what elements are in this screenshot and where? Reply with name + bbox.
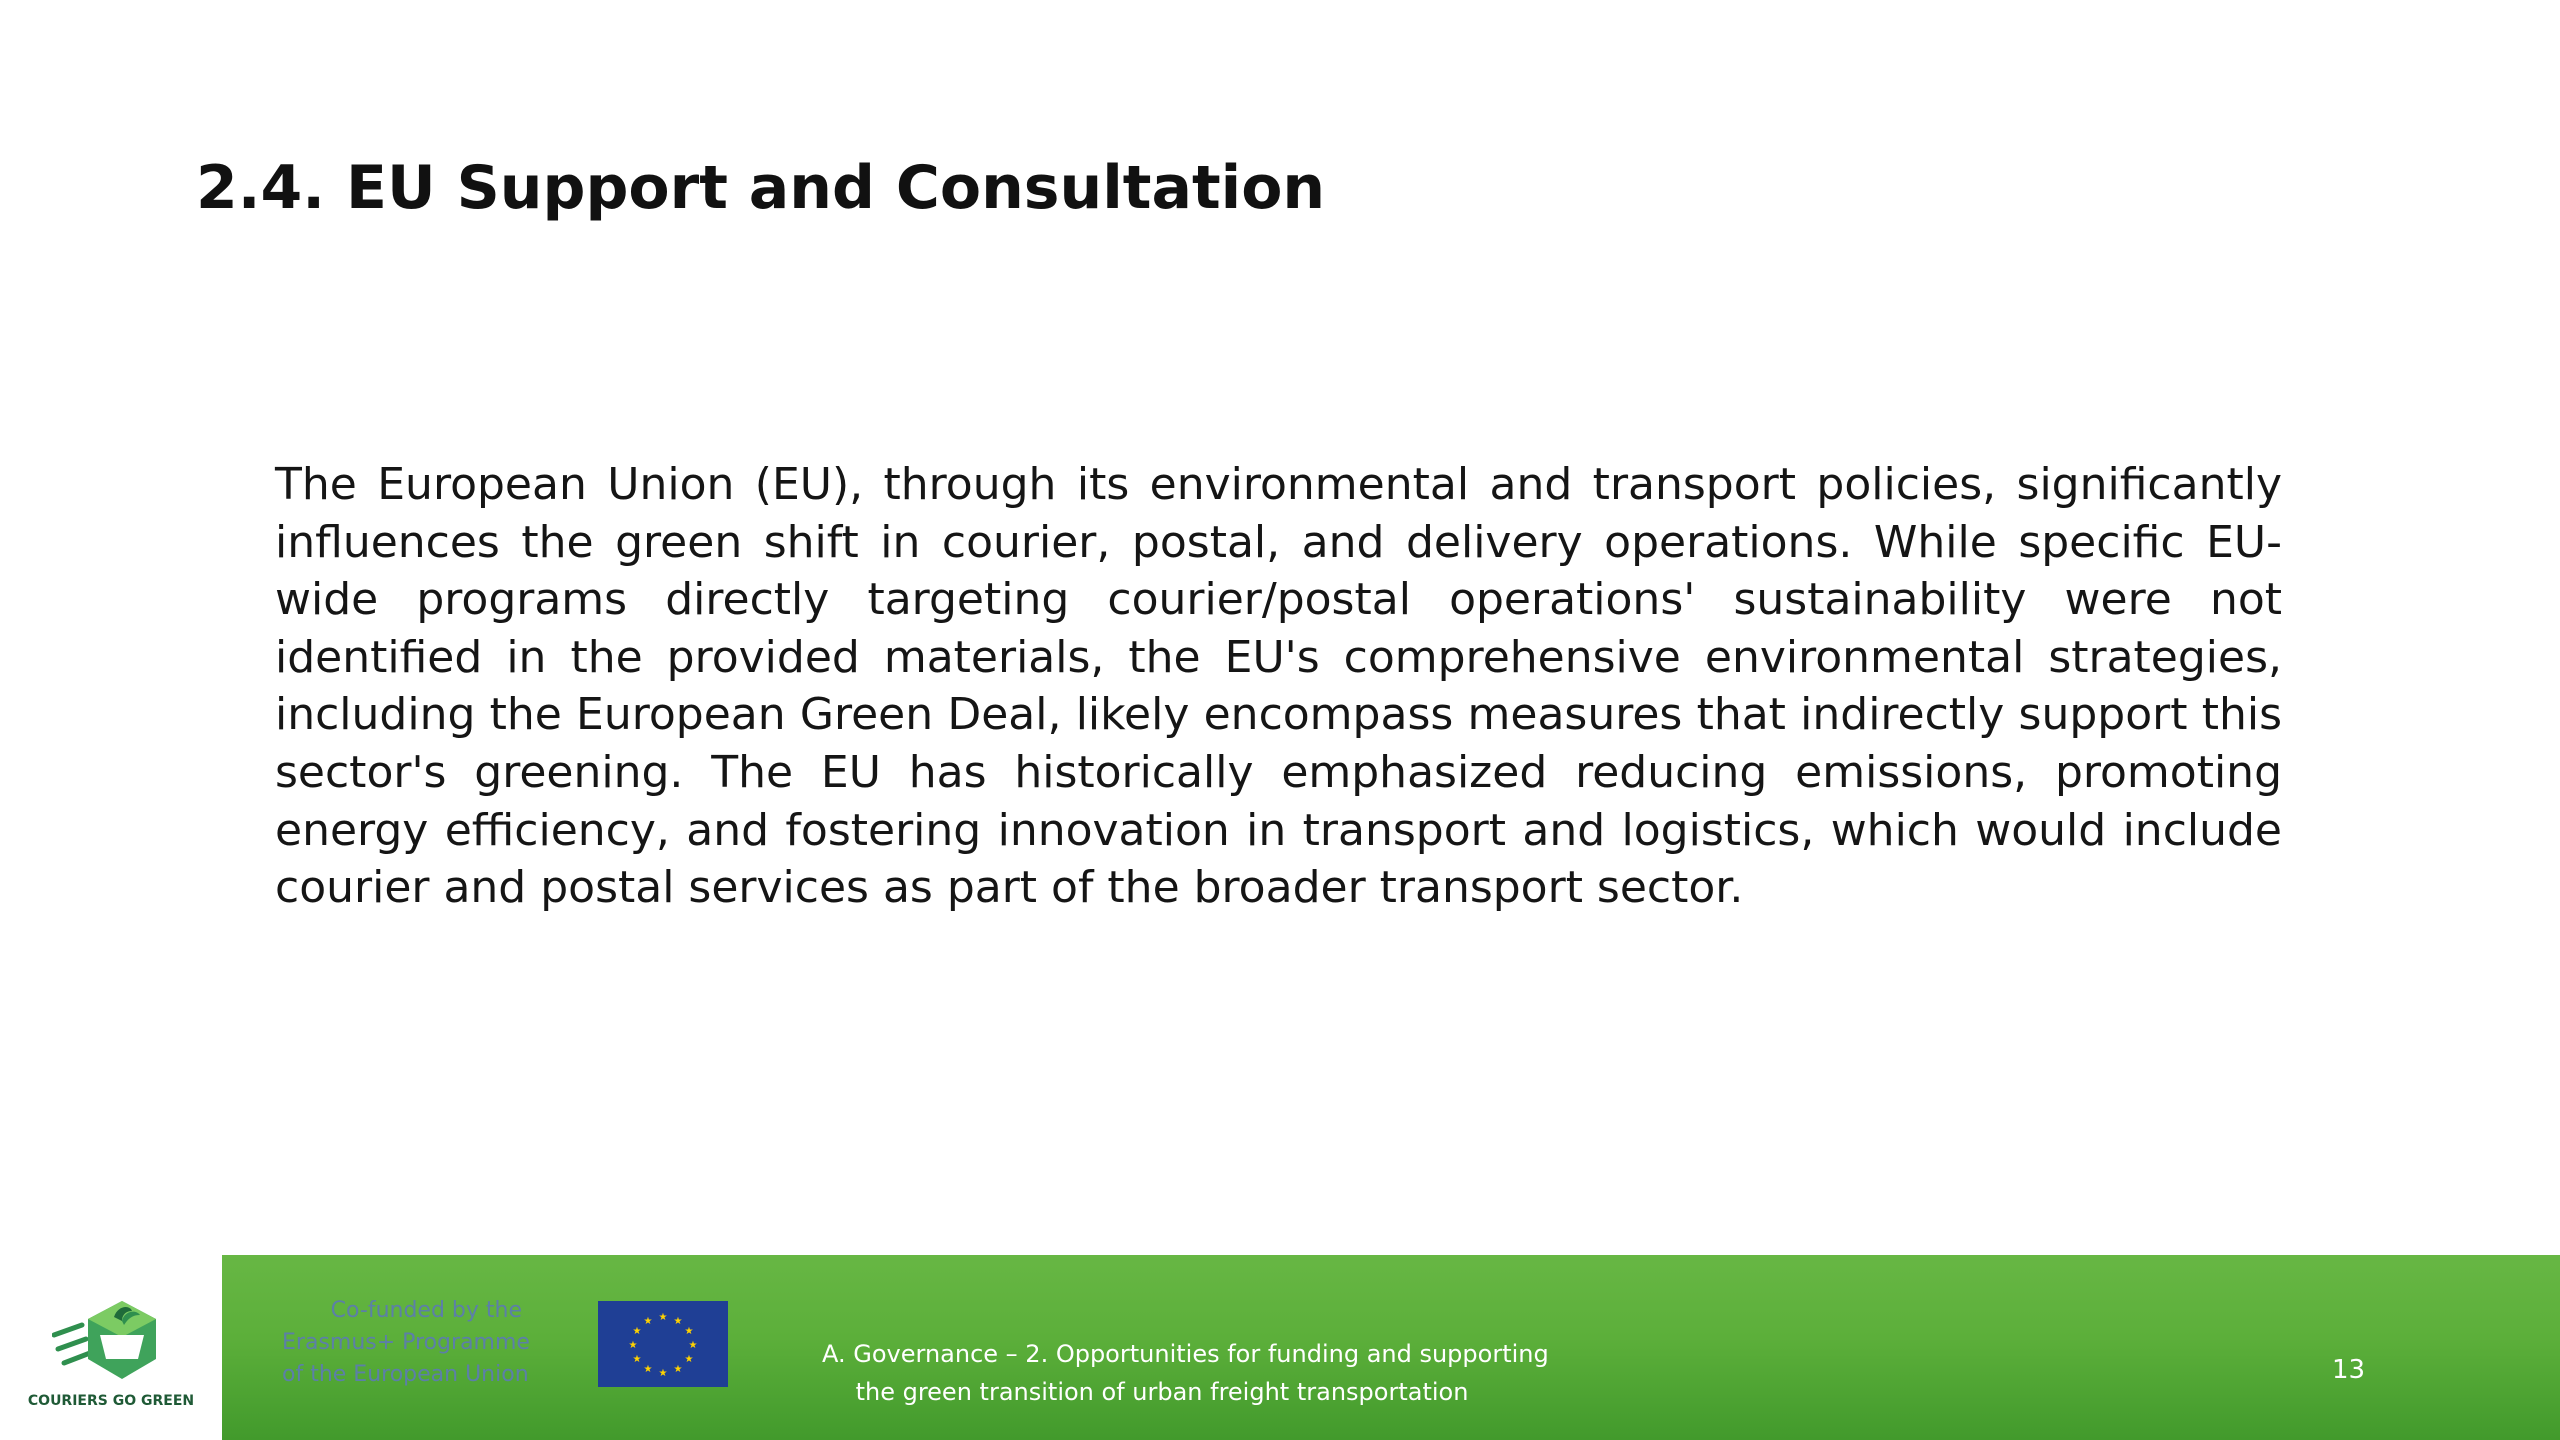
svg-text:★: ★ (658, 1312, 668, 1323)
svg-text:★: ★ (688, 1340, 698, 1351)
svg-text:★: ★ (673, 1316, 683, 1327)
svg-text:★: ★ (684, 1326, 694, 1337)
slide-body-text: The European Union (EU), through its environmental and transport policies, significantly influences the green shift in courier, postal, and delivery operations. While specific EU-wide programs directly targeting courier/postal operations' sustainability were not identified in the provided materials, the EU's comprehensive environmental strategies, including the European Green Deal, likely encompass measures that indirectly support this sector's greening. The EU has historically emphasized reducing emissions, promoting energy efficiency, and fostering innovation in transport and logistics, which would include courier and postal services as part of the broader transport sector. (275, 459, 2282, 914)
svg-text:★: ★ (643, 1316, 653, 1327)
svg-text:★: ★ (643, 1364, 653, 1375)
svg-text:★: ★ (673, 1364, 683, 1375)
cofunded-statement (282, 1295, 530, 1391)
svg-text:★: ★ (632, 1326, 642, 1337)
logo-text: COURIERS GO GREEN (27, 1393, 195, 1409)
eu-flag-icon (598, 1301, 728, 1387)
couriers-go-green-box-icon (52, 1295, 172, 1391)
cofunded-line-2: Erasmus+ Programme (282, 1330, 530, 1355)
page-number: 13 (2332, 1355, 2366, 1385)
couriers-go-green-logo (0, 1255, 222, 1440)
footer-caption (822, 1335, 1549, 1411)
svg-text:★: ★ (632, 1354, 642, 1365)
footer-caption-line-2: the green transition of urban freight transportation (855, 1378, 1469, 1406)
svg-text:★: ★ (684, 1354, 694, 1365)
footer-caption-line-1: A. Governance – 2. Opportunities for funding and supporting (822, 1340, 1549, 1368)
cofunded-line-3: of the European Union (282, 1362, 529, 1387)
svg-text:★: ★ (628, 1340, 638, 1351)
slide-title: 2.4. EU Support and Consultation (196, 153, 1326, 223)
cofunded-line-1: Co-funded by the (330, 1298, 522, 1323)
footer-bar (222, 1255, 2560, 1440)
svg-text:★: ★ (658, 1368, 668, 1379)
